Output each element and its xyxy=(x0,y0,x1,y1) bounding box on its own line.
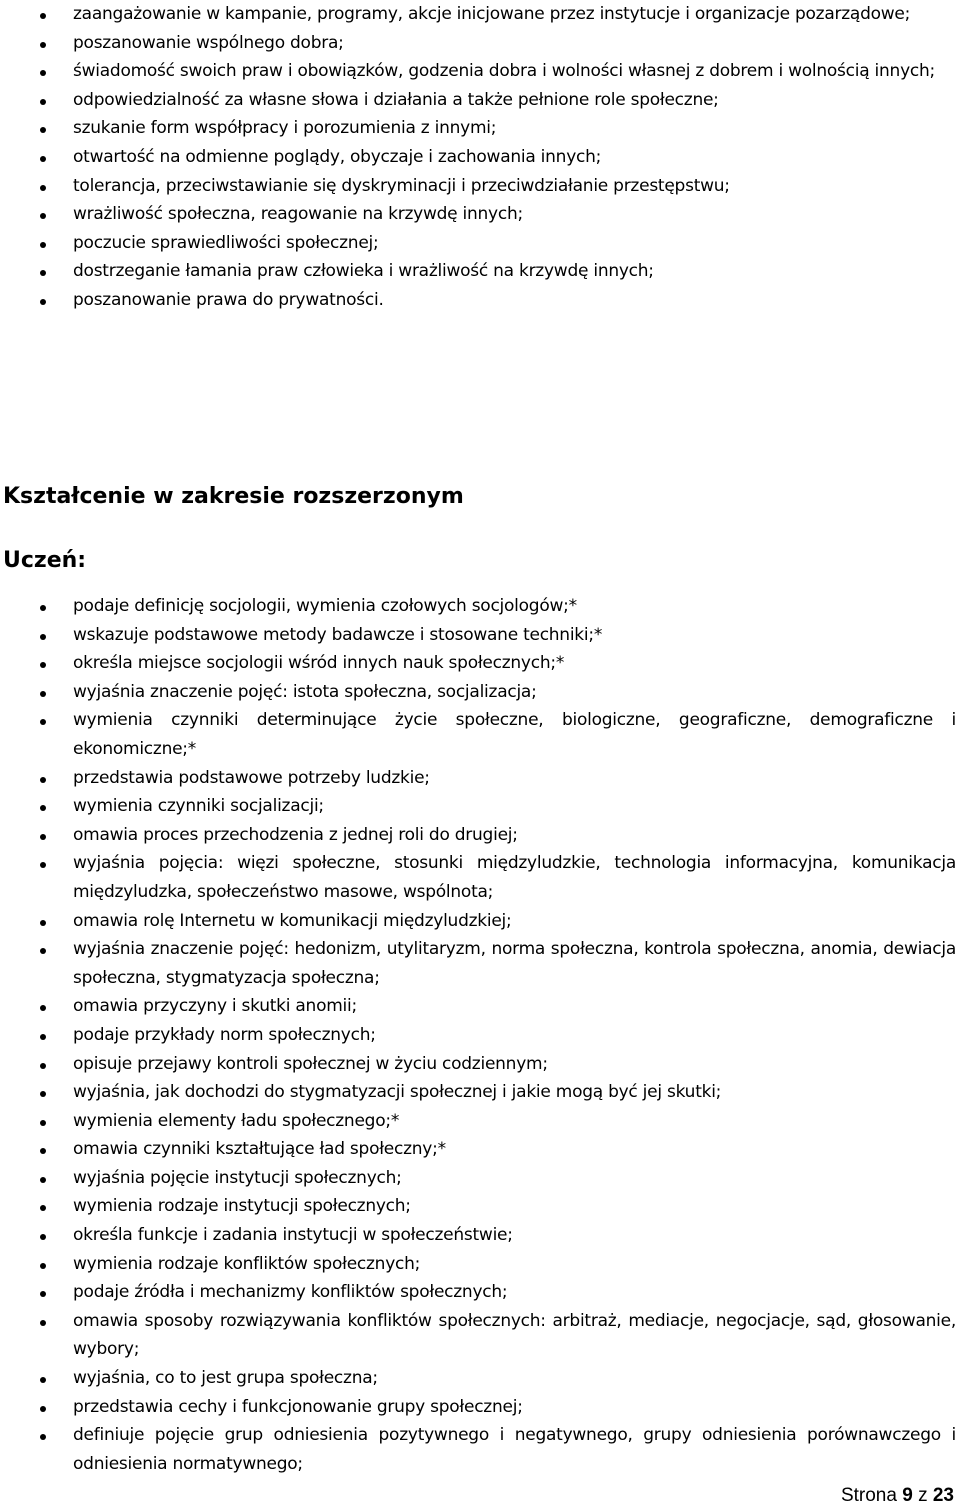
bullet-icon xyxy=(40,127,46,133)
bullet-icon xyxy=(40,777,46,783)
list-item xyxy=(0,1250,960,1279)
section-subheading: Uczeń: xyxy=(3,548,87,573)
list-top xyxy=(0,0,960,315)
list-item-text: przedstawia podstawowe potrzeby ludzkie; xyxy=(73,767,430,788)
list-item xyxy=(0,1221,960,1250)
bullet-icon xyxy=(40,242,46,248)
bullet-icon xyxy=(40,662,46,668)
list-item xyxy=(0,257,960,286)
bullet-icon xyxy=(40,1234,46,1240)
bullet-icon xyxy=(40,834,46,840)
page-footer xyxy=(841,1485,954,1507)
list-item-text: definiuje pojęcie grup odniesienia pozytywnego i negatywnego, grupy odniesienia porównawczego i odniesienia normatywnego; xyxy=(73,1425,956,1474)
list-item xyxy=(0,649,960,678)
bullet-icon xyxy=(40,213,46,219)
list-item xyxy=(0,114,960,143)
list-item xyxy=(0,1421,960,1478)
list-item-text: wyjaśnia pojęcie instytucji społecznych; xyxy=(73,1167,402,1188)
list-item xyxy=(0,1192,960,1221)
list-item xyxy=(0,792,960,821)
bullet-icon xyxy=(40,270,46,276)
footer-separator: z xyxy=(918,1485,928,1506)
list-item-text: wyjaśnia znaczenie pojęć: istota społeczna, socjalizacja; xyxy=(73,681,537,702)
list-item-text: wymienia elementy ładu społecznego;* xyxy=(73,1110,400,1131)
bullet-icon xyxy=(40,948,46,954)
list-item-text: przedstawia cechy i funkcjonowanie grupy społecznej; xyxy=(73,1396,523,1417)
bullet-icon xyxy=(40,1005,46,1011)
list-item-text: omawia przyczyny i skutki anomii; xyxy=(73,996,357,1017)
list-item-text: omawia sposoby rozwiązywania konfliktów społecznych: arbitraż, mediacje, negocjacje, sąd, głosowanie, wybory; xyxy=(73,1310,956,1360)
list-item xyxy=(0,706,960,763)
list-item-text: wyjaśnia znaczenie pojęć: hedonizm, utylitaryzm, norma społeczna, kontrola społeczna, anomia, dewiacja społeczna, stygmatyzacja społeczna; xyxy=(73,939,956,988)
list-item xyxy=(0,1078,960,1107)
list-item xyxy=(0,1107,960,1136)
bullet-icon xyxy=(40,634,46,640)
list-item xyxy=(0,1164,960,1193)
list-item xyxy=(0,1364,960,1393)
list-item xyxy=(0,821,960,850)
list-bottom xyxy=(0,592,960,1478)
list-item-text: wymienia czynniki socjalizacji; xyxy=(73,796,324,817)
list-item-text: wymienia rodzaje instytucji społecznych; xyxy=(73,1196,411,1217)
bullet-icon xyxy=(40,1263,46,1269)
bullet-icon xyxy=(40,42,46,48)
list-item-text: podaje przykłady norm społecznych; xyxy=(73,1024,376,1045)
bullet-icon xyxy=(40,1148,46,1154)
list-item-text: odpowiedzialność za własne słowa i działania a także pełnione role społeczne; xyxy=(73,89,719,110)
bullet-icon xyxy=(40,1320,46,1326)
list-item xyxy=(0,229,960,258)
bullet-icon xyxy=(40,862,46,868)
list-item xyxy=(0,764,960,793)
list-item-text: omawia rolę Internetu w komunikacji międzyludzkiej; xyxy=(73,910,512,931)
list-item-text: poszanowanie wspólnego dobra; xyxy=(73,32,344,53)
bullet-icon xyxy=(40,1406,46,1412)
bullet-icon xyxy=(40,13,46,19)
list-item-text: wymienia rodzaje konfliktów społecznych; xyxy=(73,1253,421,1274)
list-item-text: określa funkcje i zadania instytucji w społeczeństwie; xyxy=(73,1225,513,1246)
list-item xyxy=(0,592,960,621)
bullet-icon xyxy=(40,185,46,191)
list-item-text: wyjaśnia, co to jest grupa społeczna; xyxy=(73,1368,378,1389)
bullet-icon xyxy=(40,719,46,725)
list-item xyxy=(0,1135,960,1164)
list-item-text: zaangażowanie w kampanie, programy, akcje inicjowane przez instytucje i organizacje pozarządowe; xyxy=(73,4,911,24)
section-heading: Kształcenie w zakresie rozszerzonym xyxy=(3,484,464,509)
bullet-icon xyxy=(40,1120,46,1126)
list-item-text: podaje definicję socjologii, wymienia czołowych socjologów;* xyxy=(73,596,577,616)
bullet-icon xyxy=(40,99,46,105)
footer-total-pages: 23 xyxy=(932,1485,954,1506)
list-item xyxy=(0,992,960,1021)
bullet-icon xyxy=(40,1034,46,1040)
list-item xyxy=(0,172,960,201)
list-item-text: wyjaśnia pojęcia: więzi społeczne, stosunki międzyludzkie, technologia informacyjna, komunikacja międzyludzka, społeczeństwo masowe, wspólnota; xyxy=(73,853,956,902)
bullet-icon xyxy=(40,299,46,305)
bullet-icon xyxy=(40,691,46,697)
bullet-icon xyxy=(40,1177,46,1183)
list-item-text: wskazuje podstawowe metody badawcze i stosowane techniki;* xyxy=(73,624,603,645)
list-item-text: podaje źródła i mechanizmy konfliktów społecznych; xyxy=(73,1282,508,1303)
list-item xyxy=(0,1307,960,1364)
bullet-icon xyxy=(40,1377,46,1383)
list-item-text: wymienia czynniki determinujące życie społeczne, biologiczne, geograficzne, demograficzne i ekonomiczne;* xyxy=(73,710,956,759)
bullet-icon xyxy=(40,1291,46,1297)
list-item-text: szukanie form współpracy i porozumienia z innymi; xyxy=(73,118,497,139)
list-item-text: omawia czynniki kształtujące ład społeczny;* xyxy=(73,1139,446,1160)
footer-prefix: Strona xyxy=(840,1485,897,1506)
bullet-icon xyxy=(40,1205,46,1211)
list-item-text: poszanowanie prawa do prywatności. xyxy=(73,289,384,310)
list-item-text: opisuje przejawy kontroli społecznej w życiu codziennym; xyxy=(73,1053,548,1074)
list-item xyxy=(0,1393,960,1422)
list-item xyxy=(0,907,960,936)
list-item-text: otwartość na odmienne poglądy, obyczaje i zachowania innych; xyxy=(73,146,602,167)
footer-page-number: 9 xyxy=(902,1485,913,1506)
list-item-text: tolerancja, przeciwstawianie się dyskryminacji i przeciwdziałanie przestępstwu; xyxy=(73,175,730,196)
list-item xyxy=(0,621,960,650)
list-item xyxy=(0,57,960,86)
list-item xyxy=(0,849,960,906)
list-item xyxy=(0,935,960,992)
list-item xyxy=(0,286,960,315)
list-item-text: wyjaśnia, jak dochodzi do stygmatyzacji społecznej i jakie mogą być jej skutki; xyxy=(73,1082,722,1103)
list-item xyxy=(0,678,960,707)
bullet-icon xyxy=(40,70,46,76)
bullet-icon xyxy=(40,920,46,926)
list-item-text: omawia proces przechodzenia z jednej roli do drugiej; xyxy=(73,824,518,845)
list-item xyxy=(0,1278,960,1307)
list-item-text: świadomość swoich praw i obowiązków, godzenia dobra i wolności własnej z dobrem i wolnością innych; xyxy=(73,61,935,82)
bullet-icon xyxy=(40,805,46,811)
list-item-text: poczucie sprawiedliwości społecznej; xyxy=(73,232,379,253)
list-item-text: wrażliwość społeczna, reagowanie na krzywdę innych; xyxy=(73,204,523,225)
list-item xyxy=(0,29,960,58)
bullet-icon xyxy=(40,1063,46,1069)
bullet-icon xyxy=(40,1434,46,1440)
bullet-icon xyxy=(40,156,46,162)
bullet-icon xyxy=(40,1091,46,1097)
list-item xyxy=(0,86,960,115)
list-item xyxy=(0,1050,960,1079)
list-item xyxy=(0,143,960,172)
list-item-text: określa miejsce socjologii wśród innych nauk społecznych;* xyxy=(73,653,565,674)
list-item xyxy=(0,0,960,29)
list-item xyxy=(0,200,960,229)
bullet-icon xyxy=(40,605,46,611)
list-item xyxy=(0,1021,960,1050)
list-item-text: dostrzeganie łamania praw człowieka i wrażliwość na krzywdę innych; xyxy=(73,261,654,282)
